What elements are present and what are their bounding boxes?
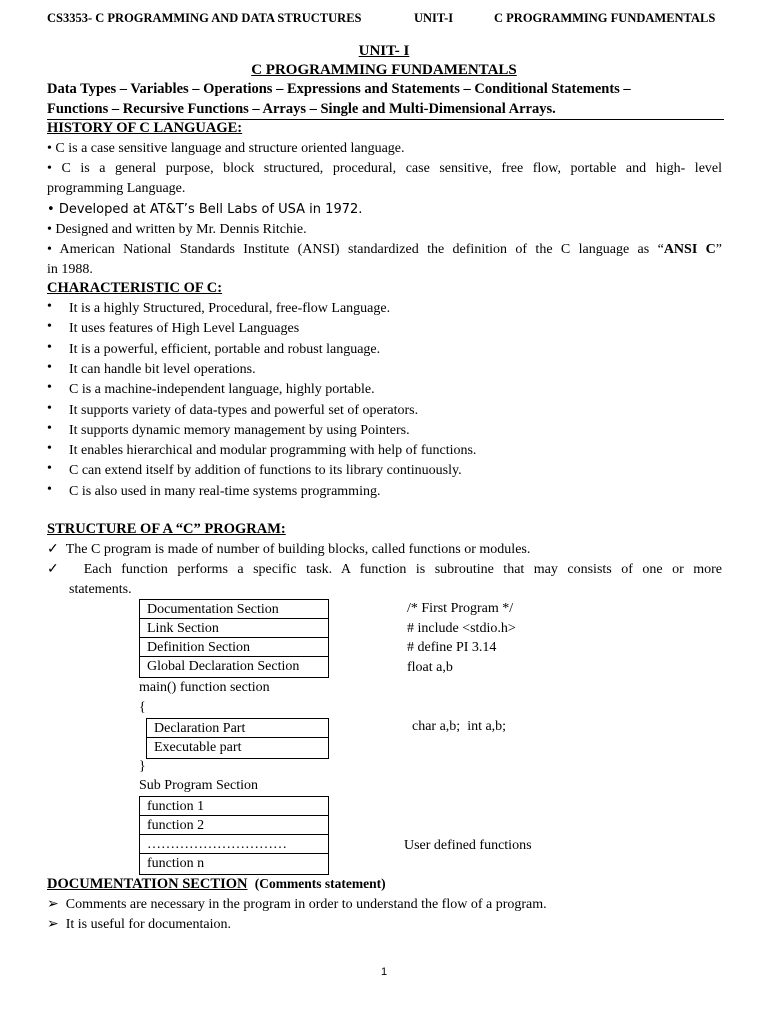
bullet-icon: • xyxy=(47,441,52,457)
arrow-bullet-icon: ➢ xyxy=(47,897,59,912)
bullet-icon: • xyxy=(47,461,52,477)
structure-point-2: ✓ Each function performs a specific task. A function is subroutine that may consists of one or more xyxy=(47,562,723,577)
characteristics-heading: CHARACTERISTIC OF C: xyxy=(47,280,223,296)
bullet-icon: • xyxy=(47,420,52,436)
bullet-icon: • xyxy=(47,299,52,314)
bullet-icon: • xyxy=(47,222,52,237)
documentation-item-2: ➢ It is useful for documentaion. xyxy=(47,917,231,932)
checkmark-icon: ✓ xyxy=(47,542,59,557)
section-global-declaration: Global Declaration Section xyxy=(147,659,300,674)
function-ellipsis: ………………………… xyxy=(140,835,328,854)
documentation-note: (Comments statement) xyxy=(254,876,386,891)
user-defined-label: User defined functions xyxy=(404,838,532,853)
bullet-icon: • xyxy=(47,161,52,176)
documentation-heading: DOCUMENTATION SECTION xyxy=(47,876,248,892)
header-topic: C PROGRAMMING FUNDAMENTALS xyxy=(494,11,716,25)
bullet-icon: • xyxy=(47,359,52,375)
characteristic-item: C can extend itself by addition of functions to its library continuously. xyxy=(69,463,462,479)
header-unit: UNIT-I xyxy=(414,11,454,25)
main-parts-box xyxy=(146,718,329,759)
bullet-icon: • xyxy=(47,202,55,217)
arrow-bullet-icon: ➢ xyxy=(47,917,59,932)
section-documentation: Documentation Section xyxy=(140,600,328,619)
code-include: # include <stdio.h> xyxy=(407,621,516,636)
characteristic-item: It is a powerful, efficient, portable and robust language. xyxy=(69,341,381,357)
bullet-icon: • xyxy=(47,242,52,257)
documentation-item-1: ➢ Comments are necessary in the program in order to understand the flow of a program. xyxy=(47,897,547,912)
function-n: function n xyxy=(147,856,205,871)
bullet-icon: • xyxy=(47,319,52,335)
history-item-5-cont: in 1988. xyxy=(47,262,93,277)
code-define: # define PI 3.14 xyxy=(407,640,497,655)
syllabus-line-1: Data Types – Variables – Operations – Expressions and Statements – Conditional Statements – xyxy=(47,81,631,97)
page-number: 1 xyxy=(380,966,388,978)
bullet-icon: • xyxy=(47,380,52,396)
characteristic-item: It supports variety of data-types and powerful set of operators. xyxy=(69,402,419,418)
bullet-icon: • xyxy=(47,400,52,416)
functions-box xyxy=(139,796,329,875)
history-item-5: • American National Standards Institute (ANSI) standardized the definition of the C language as “ANSI C” xyxy=(47,242,722,257)
bullet-icon: • xyxy=(47,141,52,156)
function-2: function 2 xyxy=(140,816,328,835)
main-function-label: main() function section xyxy=(139,680,270,695)
documentation-heading-line xyxy=(47,876,386,893)
characteristic-item: It supports dynamic memory management by using Pointers. xyxy=(69,422,410,438)
header-course: CS3353- C PROGRAMMING AND DATA STRUCTURES xyxy=(47,11,362,25)
history-heading: HISTORY OF C LANGUAGE: xyxy=(47,120,243,136)
bullet-icon: • xyxy=(47,339,52,355)
structure-point-2-cont: statements. xyxy=(69,582,132,597)
section-definition: Definition Section xyxy=(140,638,328,657)
main-example: char a,b; int a,b; xyxy=(412,719,507,734)
history-item-1: • C is a case sensitive language and structure oriented language. xyxy=(47,141,405,156)
characteristic-item: It enables hierarchical and modular programming with help of functions. xyxy=(69,443,477,459)
code-global: float a,b xyxy=(407,660,453,675)
section-link: Link Section xyxy=(140,619,328,638)
syllabus-line-2: Functions – Recursive Functions – Arrays – Single and Multi-Dimensional Arrays. xyxy=(47,101,556,117)
history-item-2: • C is a general purpose, block structured, procedural, case sensitive, free flow, portable and high- level xyxy=(47,161,723,176)
history-item-2-cont: programming Language. xyxy=(47,181,186,196)
characteristic-item: C is a machine-independent language, highly portable. xyxy=(69,382,375,398)
executable-part: Executable part xyxy=(154,740,242,755)
unit-name: C PROGRAMMING FUNDAMENTALS xyxy=(251,62,517,78)
function-1: function 1 xyxy=(140,797,328,816)
characteristic-item: It is a highly Structured, Procedural, free-flow Language. xyxy=(69,301,391,316)
close-brace: } xyxy=(139,759,146,774)
characteristic-item: C is also used in many real-time systems programming. xyxy=(69,483,381,499)
structure-heading: STRUCTURE OF A “C” PROGRAM: xyxy=(47,521,286,537)
bullet-icon: • xyxy=(47,481,52,497)
checkmark-icon: ✓ xyxy=(47,562,65,577)
sub-program-label: Sub Program Section xyxy=(139,778,258,793)
unit-title: UNIT- I xyxy=(358,43,410,59)
history-item-3: • Developed at AT&T’s Bell Labs of USA in 1972. xyxy=(47,202,363,217)
code-comment: /* First Program */ xyxy=(407,601,514,616)
top-sections-box xyxy=(139,599,329,678)
characteristic-item: It can handle bit level operations. xyxy=(69,361,256,377)
structure-point-1: ✓ The C program is made of number of building blocks, called functions or modules. xyxy=(47,542,531,557)
open-brace: { xyxy=(139,700,146,715)
history-item-4: • Designed and written by Mr. Dennis Ritchie. xyxy=(47,222,307,237)
characteristic-item: It uses features of High Level Languages xyxy=(69,321,300,337)
declaration-part: Declaration Part xyxy=(147,719,328,738)
